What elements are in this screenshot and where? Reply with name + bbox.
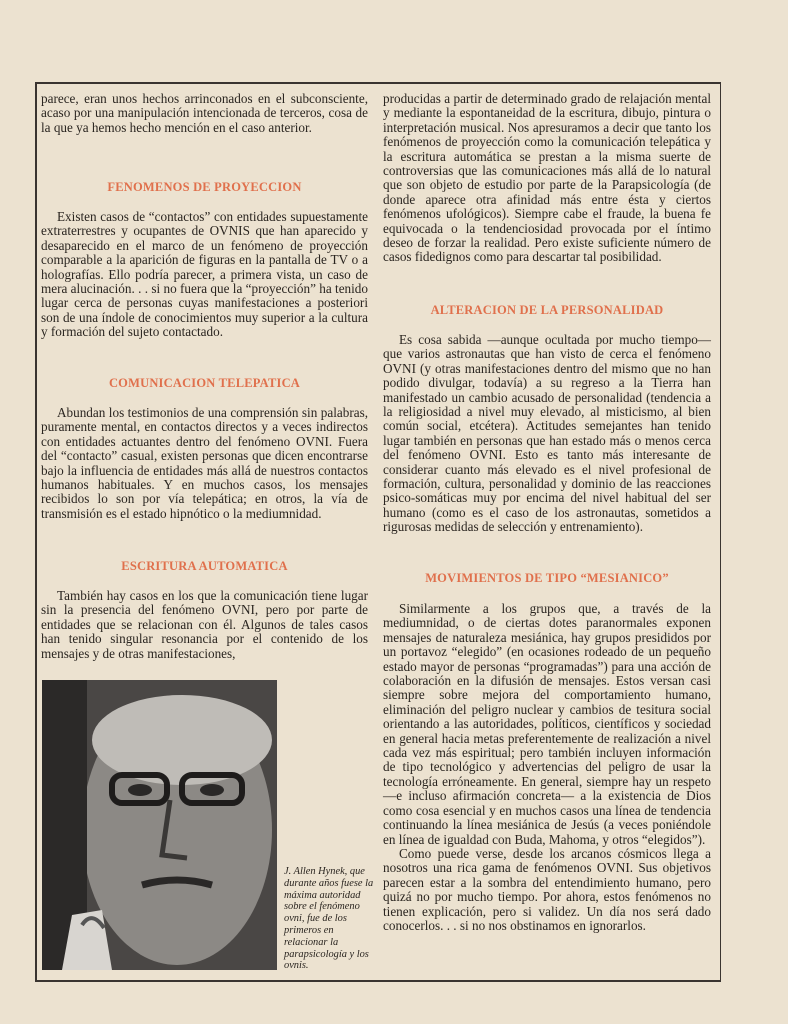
heading-alteracion-personalidad: ALTERACION DE LA PERSONALIDAD — [430, 303, 664, 317]
paragraph-text: Existen casos de “contactos” con entidades supuestamente extraterrestres y ocupantes de OVNIS que han aparecido y desaparecido en el marco de un fenómeno de proyección comparable a la aparición de figuras en la pantalla de TV o a holografías. Ello podría parecer, a primera vista, un caso de mera alucinación. . . si no fuera que la “proyección” ha tenido lugar cerca de personas cuyas manifestaciones a posteriori son de una índole de conocimientos muy superior a la cultura y formación del sujeto contactado. — [41, 209, 368, 340]
portrait-image — [42, 680, 277, 970]
heading-comunicacion-telepatica: COMUNICACION TELEPATICA — [108, 376, 301, 390]
paragraph-text: producidas a partir de determinado grado de relajación mental y mediante la espontaneidad de la escritura, dibujo, pintura o interpretación musical. Nos apresuramos a decir que tanto los fenómenos de proyección como la comunicación telepática y la escritura automática se prestan a la misma suerte de controversias que las comunicaciones más allá de lo natural que son objeto de estudio por parte de la Parapsicología (de donde aparece otra afinidad más entre ésta y ciertos fenómenos ufológicos). Siempre cabe el fraude, la buena fe equivocada o la tendenciosidad provocada por el íntimo deseo de forzar la realidad. Pero existe suficiente número de casos fidedignos como para descartar tal posibilidad. — [383, 91, 711, 265]
section-mesianico-body — [383, 602, 711, 933]
right-intro-paragraph — [383, 92, 711, 265]
left-intro-paragraph — [41, 92, 368, 135]
section-telepatica-body — [41, 406, 368, 521]
paragraph-text: Es cosa sabida —aunque ocultada por mucho tiempo— que varios astronautas que han visto de cerca el fenómeno OVNI (y otras manifestaciones dentro del mismo que no han podido divulgar, todavía) a su regreso a la Tierra han manifestado un cambio acusado de personalidad (tendencia a la religiosidad a nivel muy elevado, al misticismo, al bien común social, etcétera). Actitudes semejantes han tenido lugar también en personas que han estado más o menos cerca del fenómeno OVNI. Esto es tanto más interesante de considerar cuanto más elevado es el nivel profesional de formación, cultura, personalidad y dominio de las reacciones psico-somáticas muy por encima del nivel habitual del ser humano (como es el caso de los astronautas, sometidos a rigurosas medidas de selección y entrenamiento). — [383, 332, 711, 535]
paragraph-text: Similarmente a los grupos que, a través de la mediumnidad, o de ciertas dotes paranormales exponen mensajes de naturaleza mesiánica, hay grupos presididos por un portavoz “elegido” (en ocasiones rodeado de un pequeño estado mayor de personas “programadas”) para una acción de colaboración en la difusión de mensajes. Estos versan casi siempre sobre mejora del comportamiento humano, eliminación del peligro nuclear y cambios de tesitura social orientando a las autoridades, políticos, científicos y sociedad en general hacia metas preferentemente de realización a nivel cada vez más espiritual; pero también incluyen información de tipo tecnológico y advertencias del peligro de usar la tecnología erróneamente. En general, siempre hay un respeto —e incluso afirmación concreta— a la existencia de Dios como cosa esencial y en muchos casos una línea de tendencia continuando la línea mesiánica de Jesús (a veces poniéndole en línea de igualdad con Buda, Mahoma, y otros “elegidos”). — [383, 601, 711, 847]
heading-movimientos-mesianico: MOVIMIENTOS DE TIPO “MESIANICO” — [425, 571, 669, 585]
heading-escritura-automatica: ESCRITURA AUTOMATICA — [121, 559, 288, 573]
section-personalidad-body — [383, 333, 711, 535]
section-escritura-body — [41, 589, 368, 661]
paragraph-text: Como puede verse, desde los arcanos cósmicos llega a nosotros una rica gama de fenómenos OVNI. Sus objetivos parecen estar a la sombra del entendimiento humano, pero quizá no por mucho tiempo. Por ahora, estos fenómenos no tienen explicación, pero si validez. Un día nos será dado conocerlos. . . si no nos obstinamos en ignorarlos. — [383, 845, 711, 933]
paragraph-text: También hay casos en los que la comunicación tiene lugar sin la presencia del fenómeno OVNI, pero por parte de entidades que se relacionan con él. Algunos de tales casos han tenido singular resonancia por el contenido de los mensajes y de otras manifestaciones, — [41, 588, 368, 661]
paragraph-text: Abundan los testimonios de una comprensión sin palabras, puramente mental, en contactos directos y a veces indirectos con entidades actuantes dentro del fenómeno OVNI. Fuera del “contacto” casual, existen personas que dicen encontrarse bajo la influencia de entidades más allá de nuestros contactos humanos habituales. Y en muchos casos, los mensajes recibidos lo son por vía telepática; en otros, la vía de transmisión es el estado hipnótico o la mediumnidad. — [41, 405, 368, 521]
section-proyeccion-body — [41, 210, 368, 340]
paragraph-text: parece, eran unos hechos arrinconados en el subconsciente, acaso por una manipulación intencionada de terceros, cosa de la que ya hemos hecho mención en el caso anterior. — [41, 91, 368, 135]
heading-fenomenos-proyeccion: FENOMENOS DE PROYECCION — [107, 180, 302, 194]
portrait-photo-hynek — [42, 680, 277, 970]
photo-caption: J. Allen Hynek, que durante años fuese la máxima autoridad sobre el fenómeno ovni, fue de los primeros en relacionar la parapsicología y los ovnis. — [284, 866, 374, 972]
